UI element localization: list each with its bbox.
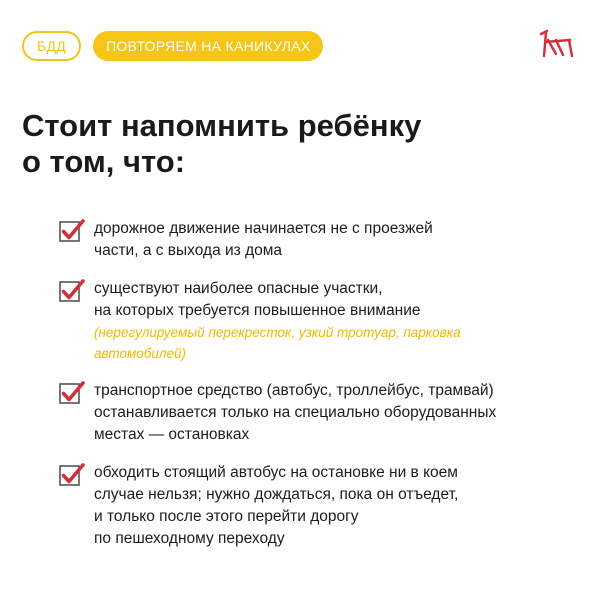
tag-vacation-repeat: ПОВТОРЯЕМ НА КАНИКУЛАХ (93, 31, 323, 61)
item-note-line: автомобилей) (94, 346, 186, 361)
item-line: обходить стоящий автобус на остановке ни в коем (94, 464, 458, 481)
list-item (58, 462, 578, 550)
item-line: на которых требуется повышенное внимание (94, 302, 421, 319)
header-tags (22, 31, 323, 61)
item-line: транспортное средство (автобус, троллейбус, трамвай) (94, 382, 494, 399)
item-line: случае нельзя; нужно дождаться, пока он отъедет, (94, 486, 459, 503)
list-item (58, 380, 578, 446)
chair-icon (536, 28, 576, 60)
item-line: дорожное движение начинается не с проезжей (94, 220, 433, 237)
list-item (58, 278, 578, 364)
title-line-1: Стоит напомнить ребёнку (22, 108, 422, 143)
checkbox-checked-icon (58, 278, 86, 304)
item-line: части, а с выхода из дома (94, 242, 283, 259)
item-note-line: (нерегулируемый перекресток, узкий тротуар, парковка (94, 325, 461, 340)
checkbox-checked-icon (58, 218, 86, 244)
item-line: существуют наиболее опасные участки, (94, 280, 383, 297)
title-line-2: о том, что: (22, 144, 186, 179)
item-line: останавливается только на специально оборудованных (94, 404, 497, 421)
reminder-list (58, 218, 578, 550)
list-item (58, 218, 578, 262)
checkbox-checked-icon (58, 380, 86, 406)
checkbox-checked-icon (58, 462, 86, 488)
item-line: местах — остановках (94, 426, 250, 443)
item-line: и только после этого перейти дорогу (94, 508, 359, 525)
item-line: по пешеходному переходу (94, 530, 285, 547)
tag-bdd: БДД (22, 31, 81, 61)
page-title (22, 108, 421, 180)
